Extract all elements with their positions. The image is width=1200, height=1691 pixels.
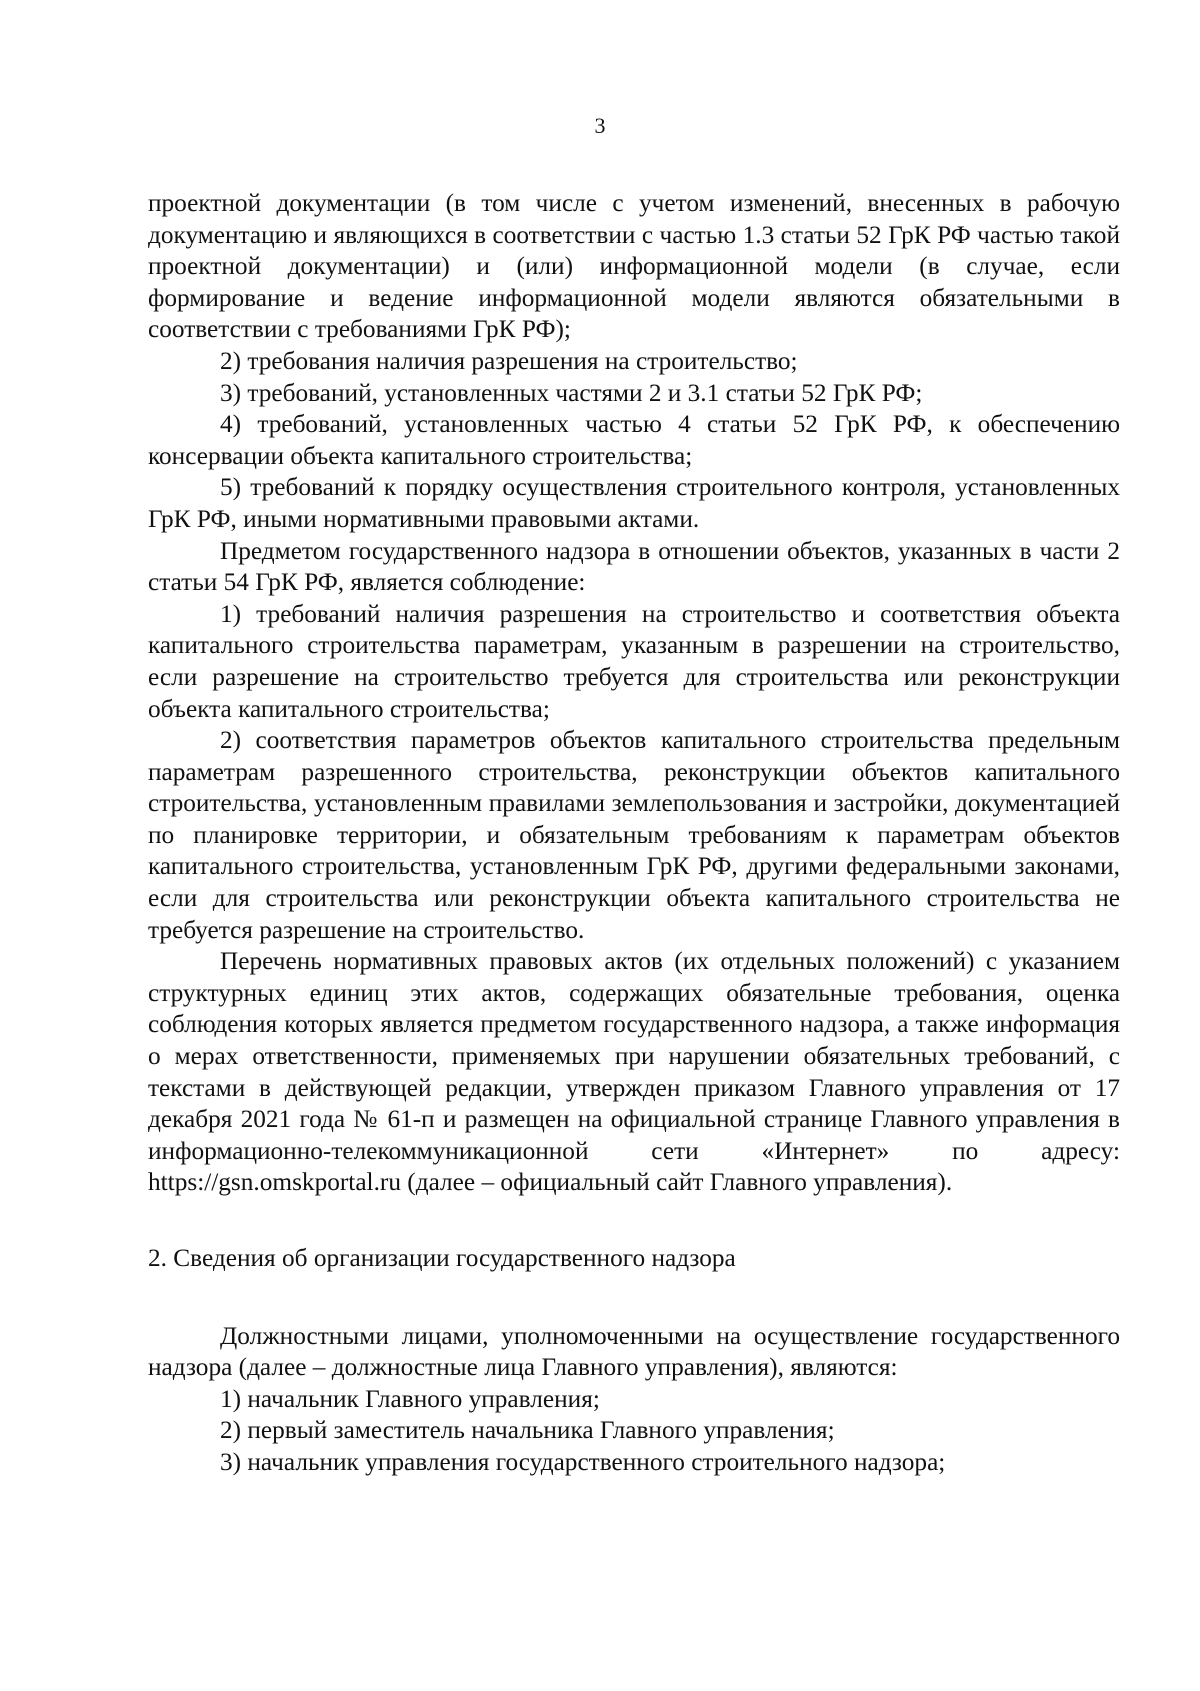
- paragraph-officials: Должностными лицами, уполномоченными на осуществление государственного надзора (далее – должностные лица Главного управления), являются:: [148, 1321, 1120, 1382]
- list-item-5: 5) требований к порядку осуществления строительного контроля, установленных ГрК РФ, иными нормативными правовыми актами.: [148, 473, 1120, 533]
- list-item-2: 2) требования наличия разрешения на строительство;: [220, 346, 798, 375]
- official-item-3: 3) начальник управления государственного строительного надзора;: [220, 1447, 946, 1476]
- paragraph-continuation: проектной документации (в том числе с учетом изменений, внесенных в рабочую документацию и являющихся в соответствии с частью 1.3 статьи 52 ГрК РФ частью такой проектной документации) и (или) информационной модели (в случае, если формирование и ведение информационной модели являются обязательными в соответствии с требованиями ГрК РФ);: [148, 189, 1120, 344]
- paragraph-legal-acts: Перечень нормативных правовых актов (их отдельных положений) с указанием структурных единиц этих актов, содержащих обязательные требования, оценка соблюдения которых является предметом государственного надзора, а также информация о мерах ответственности, применяемых при нарушении обязательных требований, с текстами в действующей редакции, утвержден приказом Главного управления от 17 декабря 2021 года № 61-п и размещен на официальной странице Главного управления в информационно-телекоммуникационной сети «Интернет» по адресу: https://gsn.omskportal.ru (далее – официальный сайт Главного управления).: [148, 947, 1120, 1197]
- subject-item-2: 2) соответствия параметров объектов капитального строительства предельным параметрам разрешенного строительства, реконструкции объектов капитального строительства, установленным правилами землепользования и застройки, документацией по планировке территории, и обязательным требованиям к параметрам объектов капитального строительства, установленным ГрК РФ, другими федеральными законами, если для строительства или реконструкции объекта капитального строительства не требуется разрешение на строительство.: [148, 726, 1120, 944]
- section-heading: 2. Сведения об организации государственного надзора: [148, 1244, 736, 1272]
- subject-item-1: 1) требований наличия разрешения на строительство и соответствия объекта капитального строительства параметрам, указанным в разрешении на строительство, если разрешение на строительство требуется для строительства или реконструкции объекта капитального строительства;: [148, 599, 1120, 723]
- list-item-3: 3) требований, установленных частями 2 и 3.1 статьи 52 ГрК РФ;: [220, 378, 923, 407]
- official-item-1: 1) начальник Главного управления;: [220, 1384, 600, 1413]
- document-body: [148, 188, 1120, 1479]
- list-item-4: 4) требований, установленных частью 4 статьи 52 ГрК РФ, к обеспечению консервации объекта капитального строительства;: [148, 410, 1120, 470]
- page-number: 3: [594, 113, 606, 138]
- paragraph-subject: Предметом государственного надзора в отношении объектов, указанных в части 2 статьи 54 ГрК РФ, является соблюдение:: [148, 536, 1120, 597]
- official-item-2: 2) первый заместитель начальника Главного управления;: [220, 1416, 835, 1445]
